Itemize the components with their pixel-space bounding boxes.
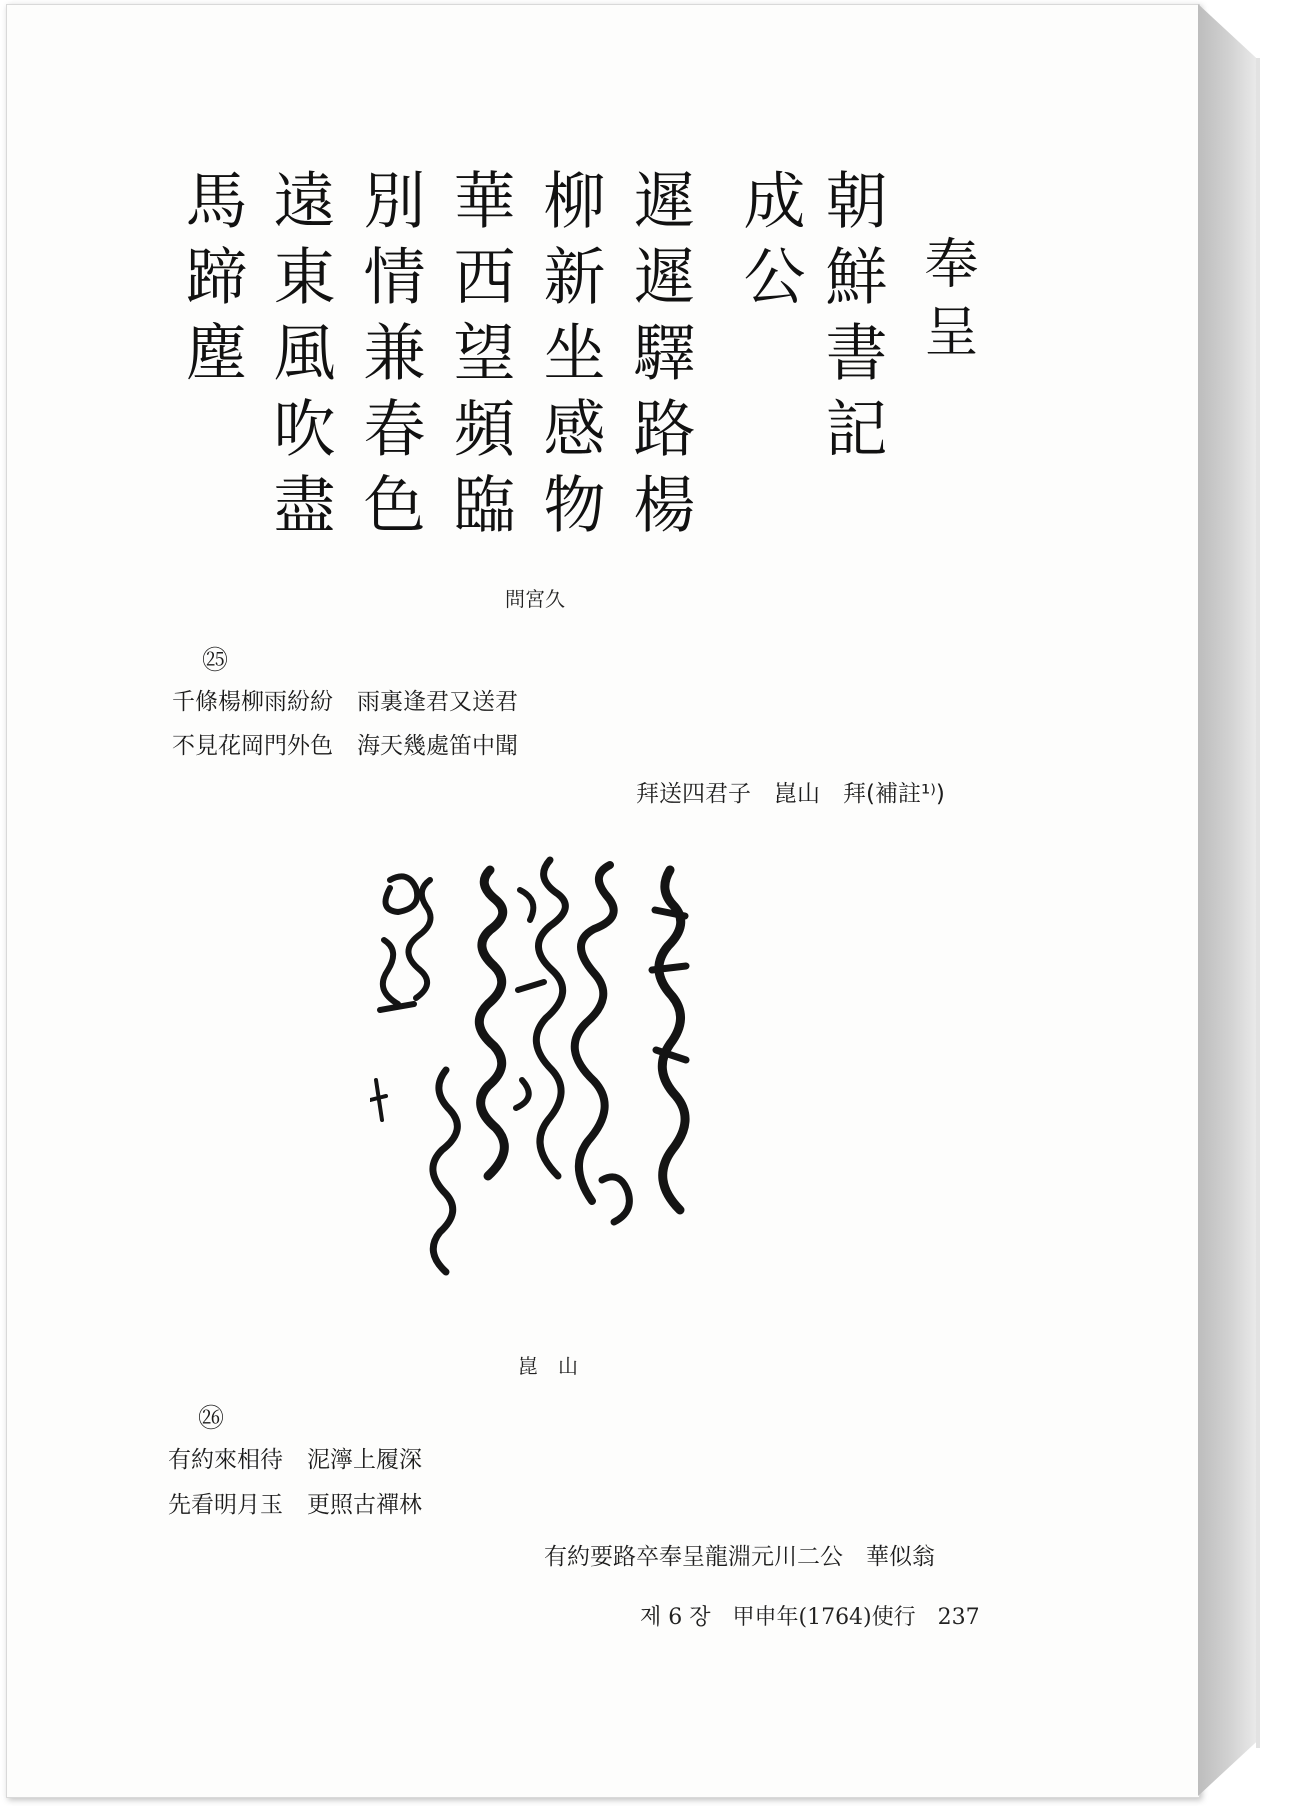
poem-hemistich: 千條楊柳雨紛紛: [172, 689, 333, 715]
calligraphy-column: 柳新坐感物: [533, 168, 606, 548]
poem-line: [168, 1486, 422, 1519]
calligraphy-caption: 崑 山: [518, 1354, 578, 1378]
poem-signature: 有約要路卒奉呈龍淵元川二公 華似翁: [544, 1544, 935, 1570]
calligraphy-column: 朝鮮書記: [815, 168, 888, 472]
poem-hemistich: 不見花岡門外色: [172, 733, 333, 759]
poem-hemistich: 先看明月玉: [168, 1492, 283, 1518]
page-footer: 제 6 장 甲申年(1764)使行 237: [640, 1605, 980, 1630]
calligraphy-column: 遲遲驛路楊: [623, 168, 696, 548]
cursive-calligraphy-image: [370, 850, 730, 1320]
page-edge: [1198, 4, 1256, 1796]
poem-signature: 拜送四君子 崑山 拜(補註¹⁾): [636, 781, 945, 807]
calligraphy-column: 華西望頻臨: [443, 168, 516, 548]
page-edge-shadow: [1256, 58, 1260, 1748]
poem-hemistich: 有約來相待: [168, 1447, 283, 1473]
poem-hemistich: 雨裏逢君又送君: [357, 689, 518, 715]
calligraphy-column: 遠東風吹盡: [263, 168, 336, 548]
calligraphy-column: 馬蹄塵: [175, 168, 248, 396]
poem-line: [168, 1441, 422, 1474]
poem-number: ㉖: [198, 1404, 225, 1434]
calligraphy-column: 別情兼春色: [353, 168, 426, 548]
calligraphy-column: 奉呈: [916, 235, 979, 371]
calligraphy-caption: 問宮久: [505, 587, 565, 611]
poem-line: [172, 727, 518, 760]
poem-line: [172, 683, 518, 716]
poem-hemistich: 更照古禪林: [307, 1492, 422, 1518]
calligraphy-column: 成公: [733, 168, 806, 320]
poem-hemistich: 泥濘上履深: [307, 1447, 422, 1473]
poem-number: ㉕: [202, 646, 229, 676]
poem-hemistich: 海天幾處笛中聞: [357, 733, 518, 759]
